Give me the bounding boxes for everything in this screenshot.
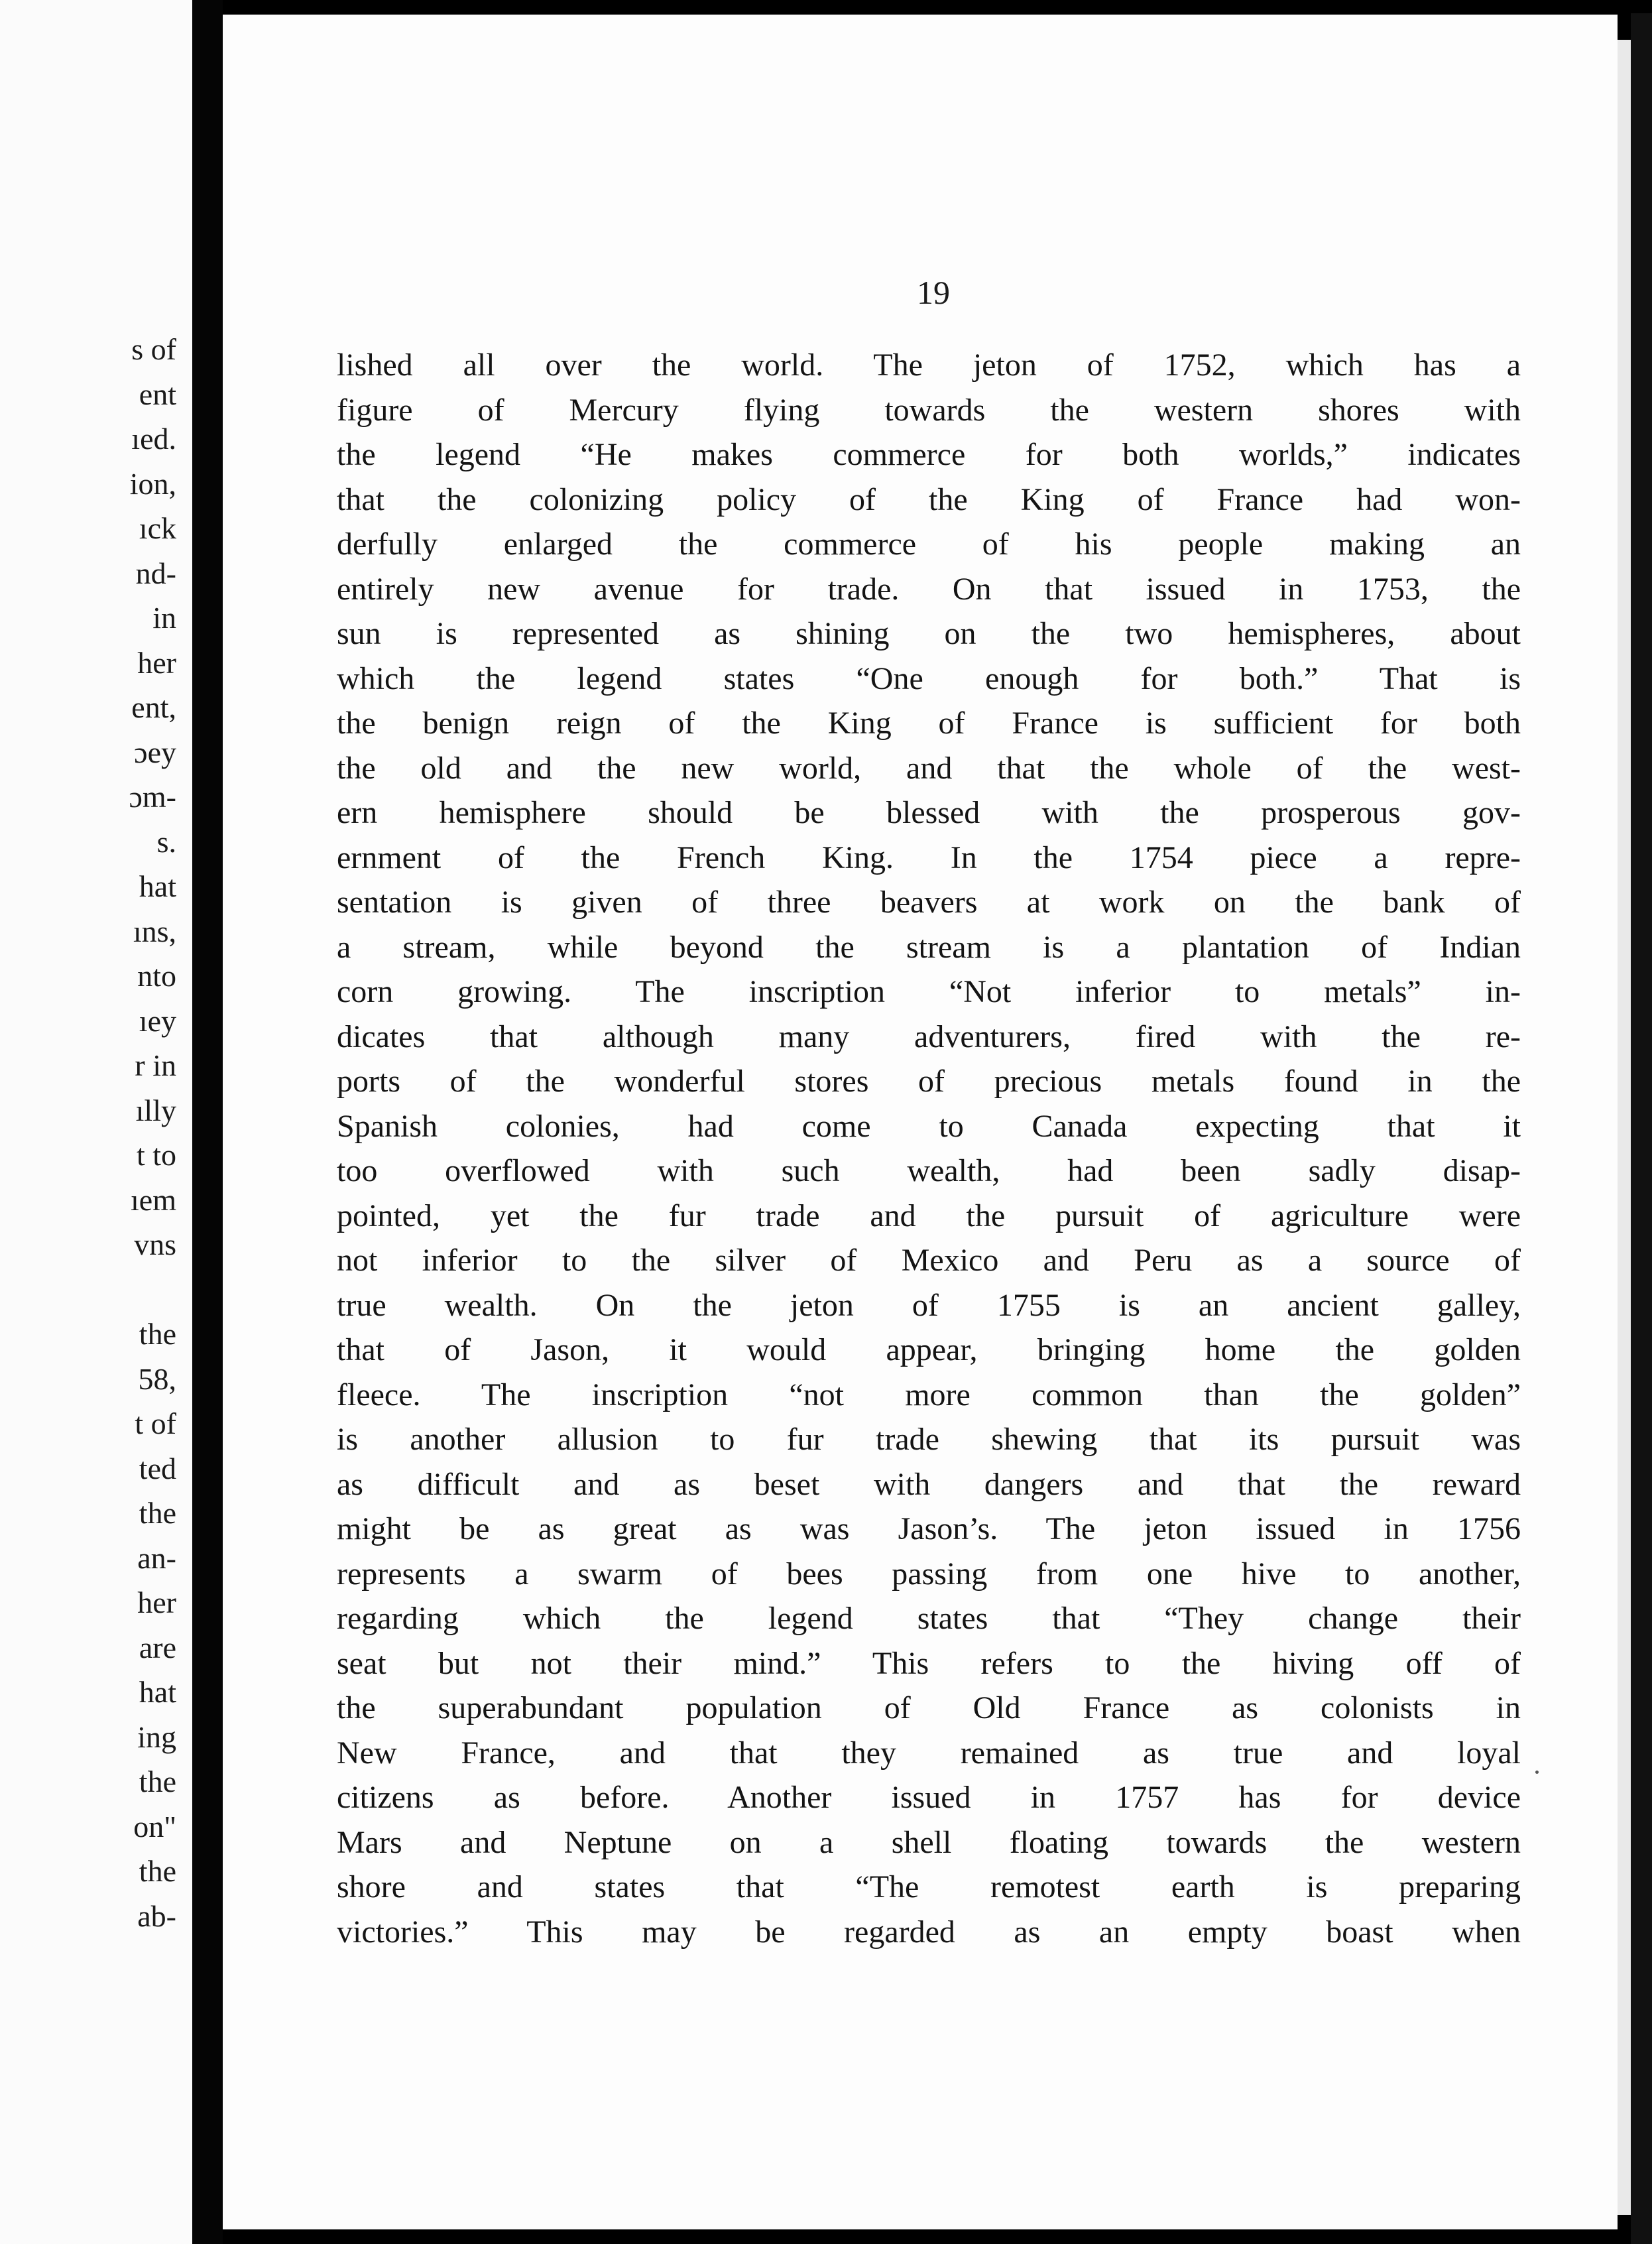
facing-page-fragment: the xyxy=(139,1854,176,1888)
facing-page-fragment: s. xyxy=(156,824,176,859)
facing-page-fragment: ted xyxy=(139,1451,176,1485)
text-line: Mars and Neptune on a shell floating towards the western xyxy=(337,1824,1521,1860)
facing-page-fragment: an- xyxy=(137,1540,176,1575)
facing-page-fragment: nd- xyxy=(135,556,176,590)
text-line: a stream, while beyond the stream is a plantation of Indian xyxy=(337,929,1521,965)
page-number: 19 xyxy=(917,274,950,311)
text-line: is another allusion to fur trade shewing that its pursuit was xyxy=(337,1422,1521,1457)
text-line: entirely new avenue for trade. On that issued in 1753, the xyxy=(337,571,1521,607)
facing-page xyxy=(0,0,192,2244)
text-line: represents a swarm of bees passing from one hive to another, xyxy=(337,1556,1521,1591)
facing-page-fragment: ɔm- xyxy=(129,780,176,814)
text-line: ports of the wonderful stores of precious metals found in the xyxy=(337,1064,1521,1099)
facing-page-fragment: ıed. xyxy=(131,422,176,456)
facing-page-fragment: vns xyxy=(134,1227,176,1261)
facing-page-fragment: are xyxy=(139,1630,176,1664)
facing-page-fragment: nto xyxy=(137,959,176,993)
text-line: the old and the new world, and that the whole of the west- xyxy=(337,750,1521,786)
text-line: too overflowed with such wealth, had been sadly disap- xyxy=(337,1153,1521,1188)
facing-page-fragment: ab- xyxy=(137,1899,176,1933)
facing-page-fragment: in xyxy=(152,601,176,635)
text-line: figure of Mercury flying towards the western shores with xyxy=(337,392,1521,428)
text-line: as difficult and as beset with dangers and that the reward xyxy=(337,1466,1521,1502)
text-line: pointed, yet the fur trade and the pursuit of agriculture were xyxy=(337,1198,1521,1233)
facing-page-fragment: ılly xyxy=(135,1093,176,1127)
book-gutter xyxy=(192,0,223,2244)
scan-border xyxy=(1631,13,1652,2244)
facing-page-fragment: s of xyxy=(131,332,176,366)
text-line: victories.” This may be regarded as an empty boast when xyxy=(337,1914,1521,1950)
text-line: shore and states that “The remotest earth is preparing xyxy=(337,1869,1521,1904)
facing-page-fragment: hat xyxy=(139,1675,176,1709)
text-line: the benign reign of the King of France is sufficient for both xyxy=(337,706,1521,741)
facing-page-fragment: her xyxy=(137,645,176,680)
facing-page-fragment: 58, xyxy=(138,1361,176,1396)
facing-page-fragment: hat xyxy=(139,869,176,903)
facing-page-fragment: ent, xyxy=(131,690,176,724)
facing-page-fragment: ıns, xyxy=(133,914,176,948)
facing-page-fragment: on" xyxy=(133,1809,176,1843)
text-line: seat but not their mind.” This refers to the hiving off of xyxy=(337,1645,1521,1681)
body-text xyxy=(337,343,1521,1954)
text-line: New France, and that they remained as true and loyal xyxy=(337,1735,1521,1771)
text-line: the superabundant population of Old France as colonists in xyxy=(337,1690,1521,1725)
page-edge xyxy=(1618,40,1631,2215)
text-line: ern hemisphere should be blessed with the prosperous gov- xyxy=(337,795,1521,830)
text-line: true wealth. On the jeton of 1755 is an ancient galley, xyxy=(337,1287,1521,1323)
facing-page-fragment: ɔey xyxy=(134,735,176,769)
facing-page-fragment: her xyxy=(137,1586,176,1619)
facing-page-fragment: ing xyxy=(137,1719,176,1754)
text-line: the legend “He makes commerce for both worlds,” indicates xyxy=(337,437,1521,472)
text-line: which the legend states “One enough for both.” That is xyxy=(337,660,1521,696)
facing-page-fragment: ion, xyxy=(129,466,176,501)
scan-speck xyxy=(1535,1771,1539,1774)
text-line: corn growing. The inscription “Not inferior to metals” in- xyxy=(337,974,1521,1009)
text-line: ernment of the French King. In the 1754 piece a repre- xyxy=(337,840,1521,875)
facing-page-fragment: ıem xyxy=(131,1182,176,1217)
facing-page-fragment: t of xyxy=(135,1406,176,1440)
text-line: derfully enlarged the commerce of his people making an xyxy=(337,527,1521,562)
facing-page-fragment: ent xyxy=(139,377,176,411)
facing-page-fragment: ıck xyxy=(139,511,176,545)
facing-page-fragment: ıey xyxy=(139,1003,176,1038)
text-line: that of Jason, it would appear, bringing home the golden xyxy=(337,1332,1521,1367)
text-line: citizens as before. Another issued in 1757 has for device xyxy=(337,1780,1521,1815)
text-line: fleece. The inscription “not more common than the golden” xyxy=(337,1377,1521,1412)
text-line: lished all over the world. The jeton of 1752, which has a xyxy=(337,347,1521,383)
text-line: sentation is given of three beavers at work on the bank of xyxy=(337,885,1521,920)
facing-page-fragment: r in xyxy=(135,1048,176,1082)
text-line: that the colonizing policy of the King of France had won- xyxy=(337,481,1521,517)
facing-page-fragment: the xyxy=(139,1496,176,1530)
text-line: sun is represented as shining on the two hemispheres, about xyxy=(337,616,1521,651)
text-line: Spanish colonies, had come to Canada expecting that it xyxy=(337,1108,1521,1144)
text-line: might be as great as was Jason’s. The jeton issued in 1756 xyxy=(337,1511,1521,1546)
text-line: not inferior to the silver of Mexico and Peru as a source of xyxy=(337,1243,1521,1278)
facing-page-fragment: the xyxy=(139,1317,176,1351)
book-page xyxy=(223,15,1618,2229)
text-line: dicates that although many adventurers, fired with the re- xyxy=(337,1019,1521,1054)
facing-page-fragment: t to xyxy=(136,1138,176,1172)
facing-page-fragment: the xyxy=(139,1765,176,1798)
text-line: regarding which the legend states that “They change their xyxy=(337,1601,1521,1636)
